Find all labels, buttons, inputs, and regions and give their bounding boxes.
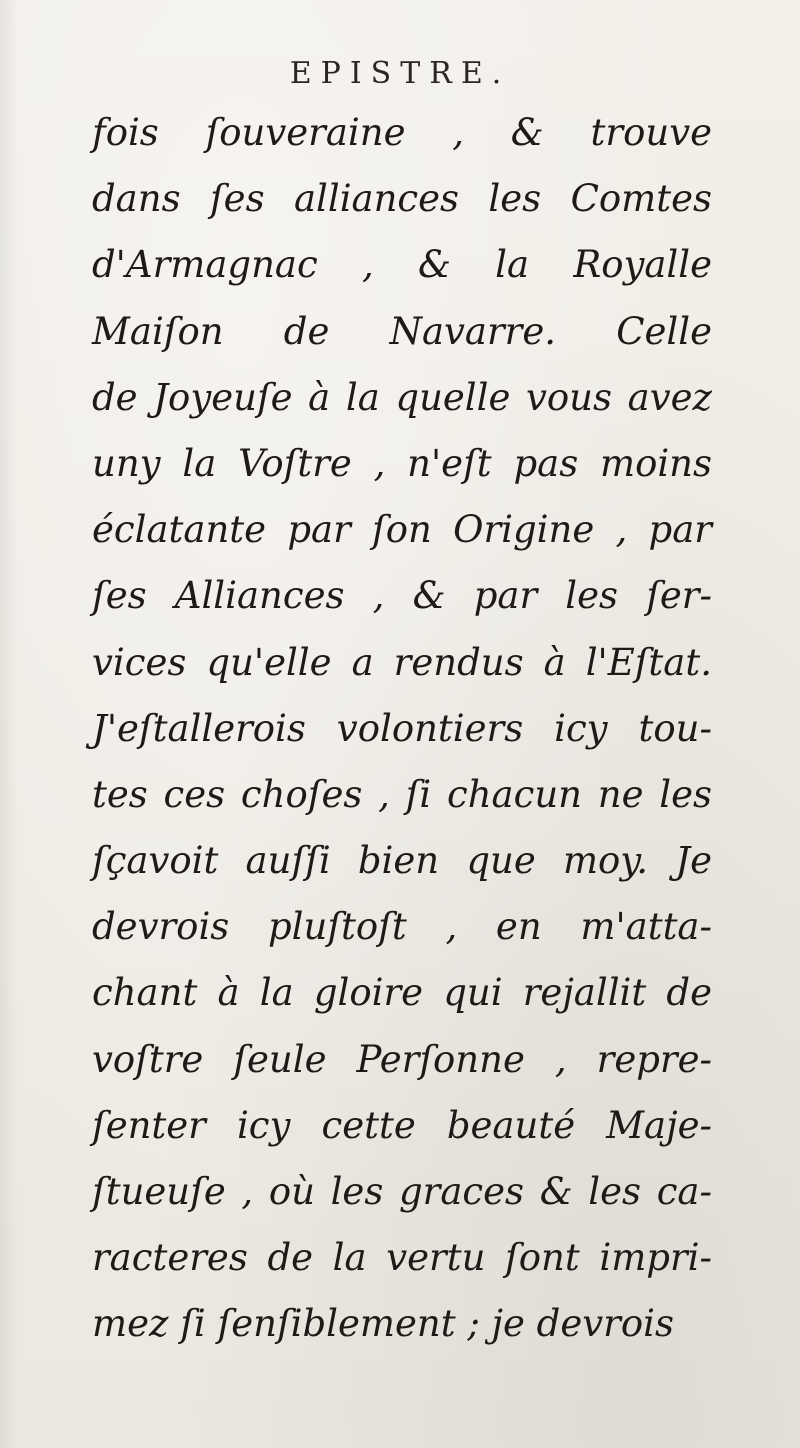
- text-line: racteres de la vertu ſont impri-: [92, 1236, 712, 1280]
- text-line: ſçavoit auſſi bien que moy. Je: [92, 839, 712, 883]
- running-head: EPISTRE.: [289, 56, 511, 91]
- page-gutter-shadow: [0, 0, 18, 1448]
- text-line: tes ces choſes , ſi chacun ne les: [92, 772, 712, 816]
- text-line: ſtueuſe , où les graces & les ca-: [92, 1170, 712, 1213]
- text-line: chant à la gloire qui rejallit de: [92, 971, 712, 1015]
- text-line: de Joyeuſe à la quelle vous avez: [92, 375, 712, 419]
- text-line: uny la Voſtre , n'eſt pas moins: [92, 441, 712, 485]
- text-line: éclatante par ſon Origine , par: [92, 508, 712, 552]
- text-line: mez ſi ſenſiblement ; je devrois: [92, 1302, 674, 1346]
- text-line: vices qu'elle a rendus à l'Eſtat.: [92, 640, 712, 684]
- text-line: dans ſes alliances les Comtes: [92, 177, 712, 221]
- text-line: fois ſouveraine , & trouve: [92, 111, 712, 154]
- text-line: ſenter icy cette beauté Maje-: [92, 1103, 712, 1147]
- text-line: Maiſon de Navarre. Celle: [92, 309, 712, 353]
- text-line: d'Armagnac , & la Royalle: [92, 243, 712, 287]
- body-text: [92, 100, 712, 1358]
- text-line: J'eſtallerois volontiers icy tou-: [92, 706, 712, 750]
- text-line: devrois pluſtoſt , en m'atta-: [92, 905, 712, 949]
- text-line: voſtre ſeule Perſonne , repre-: [92, 1037, 712, 1081]
- text-line: ſes Alliances , & par les ſer-: [92, 574, 712, 618]
